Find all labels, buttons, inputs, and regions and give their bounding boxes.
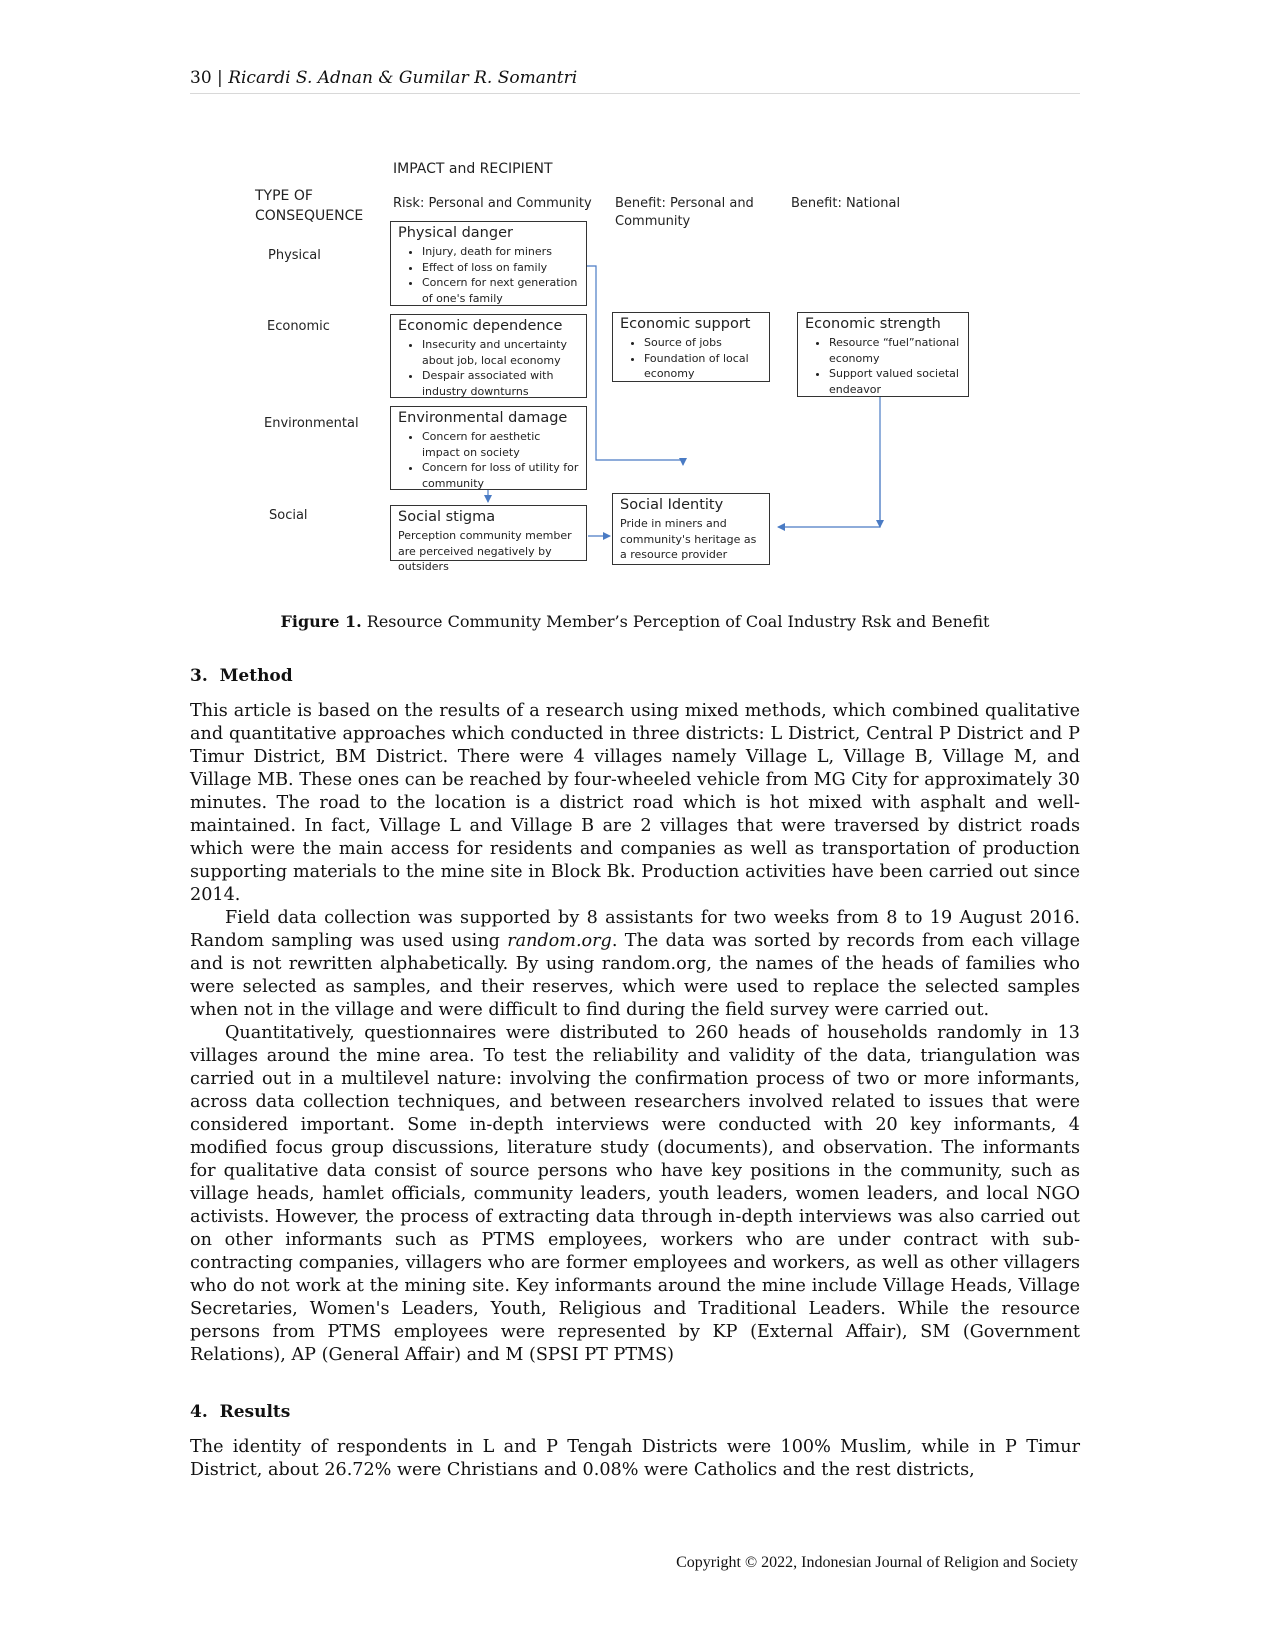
figure-caption-text: Resource Community Member’s Perception of Coal Industry Rsk and Benefit xyxy=(366,612,990,631)
paragraph xyxy=(190,907,1080,1022)
results-body xyxy=(190,1436,1080,1482)
box-title: Economic support xyxy=(620,316,751,332)
column-header-benefit-personal-line1: Benefit: Personal and xyxy=(615,196,754,211)
row-label-economic: Economic xyxy=(267,319,330,334)
list-item: • Concern for loss of utility for community xyxy=(422,460,579,491)
box-environmental-damage xyxy=(390,406,587,490)
connector-strength-to-identity xyxy=(778,397,880,527)
list-item: • Concern for aesthetic impact on society xyxy=(422,429,579,460)
paragraph-text: Field data collection was supported by 8 assistants for two weeks from 8 to 19 August 2016. Random sampling was used using xyxy=(190,908,1080,951)
row-label-physical: Physical xyxy=(268,248,321,263)
box-description: Pride in miners and community's heritage as a resource provider xyxy=(620,517,757,561)
running-head-separator: | xyxy=(217,68,223,88)
box-social-stigma xyxy=(390,505,587,573)
box-title: Social Identity xyxy=(620,497,724,513)
list-item: • Foundation of local economy xyxy=(644,351,762,382)
box-description: Perception community member are perceived negatively by outsiders xyxy=(398,529,572,573)
paragraph: The identity of respondents in L and P Tengah Districts were 100% Muslim, while in P Timur District, about 26.72% were Christians and 0.08% were Catholics and the rest districts, xyxy=(190,1437,1080,1480)
list-item: • Source of jobs xyxy=(644,335,762,351)
section-heading-method: 3. Method xyxy=(190,666,293,686)
figure-top-header: IMPACT and RECIPIENT xyxy=(393,161,553,177)
page-number: 30 xyxy=(190,68,212,88)
list-item: • Concern for next generation of one's family xyxy=(422,275,579,306)
box-title: Economic strength xyxy=(805,316,941,332)
list-item: • Despair associated with industry downturns xyxy=(422,368,579,399)
column-header-risk: Risk: Personal and Community xyxy=(393,196,592,211)
figure-diagram xyxy=(255,160,1020,600)
box-social-identity xyxy=(612,493,770,565)
list-item: • Resource “fuel”national economy xyxy=(829,335,961,366)
method-body xyxy=(190,700,1080,1367)
box-title: Physical danger xyxy=(398,225,513,241)
box-physical-danger xyxy=(390,221,587,306)
list-item: • Support valued societal endeavor xyxy=(829,366,961,397)
running-head-authors: Ricardi S. Adnan & Gumilar R. Somantri xyxy=(228,68,578,88)
column-header-benefit-national: Benefit: National xyxy=(791,196,901,211)
figure-type-header-line2: CONSEQUENCE xyxy=(255,208,364,224)
figure-caption xyxy=(190,612,1080,631)
box-title: Economic dependence xyxy=(398,318,563,334)
footer-copyright: Copyright © 2022, Indonesian Journal of Religion and Society xyxy=(676,1554,1078,1571)
paragraph-italic-text: random.org xyxy=(507,931,612,951)
running-head xyxy=(190,68,1080,94)
list-item: • Effect of loss on family xyxy=(422,260,579,276)
box-title: Environmental damage xyxy=(398,410,568,426)
box-economic-dependence xyxy=(390,314,587,398)
row-label-social: Social xyxy=(269,508,308,523)
figure-type-header-line1: TYPE OF xyxy=(255,188,313,204)
paragraph: Quantitatively, questionnaires were distributed to 260 heads of households randomly in 13 villages around the mine area. To test the reliability and validity of the data, triangulation was carried out in a multilevel nature: involving the confirmation process of two or more informants, across data collection techniques, and between researchers involved related to issues that were considered important. Some in-depth interviews were conducted with 20 key informants, 4 modified focus group discussions, literature study (documents), and observation. The informants for qualitative data consist of source persons who have key positions in the community, such as village heads, hamlet officials, community leaders, youth leaders, women leaders, and local NGO activists. However, the process of extracting data through in-depth interviews was also carried out on other informants such as PTMS employees, workers who are under contract with sub-contracting companies, villagers who are former employees and workers, as well as other villagers who do not work at the mining site. Key informants around the mine include Village Heads, Village Secretaries, Women's Leaders, Youth, Religious and Traditional Leaders. While the resource persons from PTMS employees were represented by KP (External Affair), SM (Government Relations), AP (General Affair) and M (SPSI PT PTMS) xyxy=(190,1023,1080,1365)
column-header-benefit-personal-line2: Community xyxy=(615,214,691,229)
section-heading-results: 4. Results xyxy=(190,1402,291,1422)
list-item: • Injury, death for miners xyxy=(422,244,579,260)
row-label-environmental: Environmental xyxy=(264,416,359,431)
box-economic-strength xyxy=(797,312,969,397)
list-item: • Insecurity and uncertainty about job, local economy xyxy=(422,337,579,368)
box-economic-support xyxy=(612,312,770,382)
box-title: Social stigma xyxy=(398,509,496,525)
figure-caption-label: Figure 1. xyxy=(280,612,362,631)
paragraph-text: . The data was sorted by records from each village and is not rewritten alphabetically. By using random.org, the names of the heads of families who were selected as samples, and their reserves, which were used to replace the selected samples when not in the village and were difficult to find during the field survey were carried out. xyxy=(190,931,1080,1020)
paragraph: This article is based on the results of a research using mixed methods, which combined qualitative and quantitative approaches which conducted in three districts: L District, Central P District and P Timur District, BM District. There were 4 villages namely Village L, Village B, Village M, and Village MB. These ones can be reached by four-wheeled vehicle from MG City for approximately 30 minutes. The road to the location is a district road which is hot mixed with asphalt and well-maintained. In fact, Village L and Village B are 2 villages that were traversed by district roads which were the main access for residents and companies as well as transportation of production supporting materials to the mine site in Block Bk. Production activities have been carried out since 2014. xyxy=(190,701,1080,905)
